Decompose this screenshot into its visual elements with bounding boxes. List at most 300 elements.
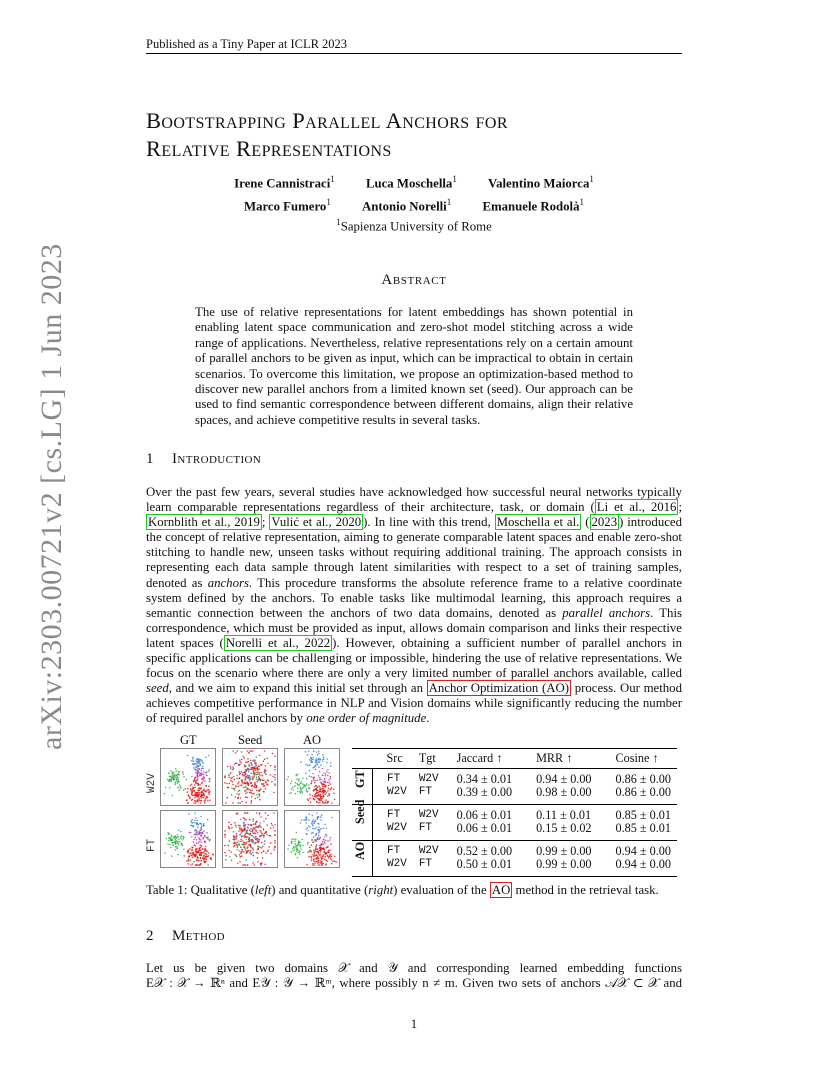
scatter-point: [253, 832, 255, 834]
scatter-point: [177, 781, 179, 783]
scatter-point: [294, 841, 296, 843]
scatter-point: [204, 861, 206, 863]
scatter-point: [297, 784, 299, 786]
scatter-point: [266, 824, 268, 826]
scatter-point: [255, 784, 257, 786]
scatter-point: [301, 819, 303, 821]
scatter-point: [204, 853, 206, 855]
scatter-point: [192, 799, 194, 801]
scatter-point: [248, 839, 250, 841]
scatter-point: [200, 788, 202, 790]
scatter-point: [259, 799, 261, 801]
scatter-point: [314, 864, 316, 866]
scatter-point: [322, 786, 324, 788]
scatter-point: [253, 823, 255, 825]
scatter-point: [295, 844, 297, 846]
scatter-point: [309, 813, 311, 815]
scatter-point: [247, 758, 249, 760]
scatter-point: [273, 812, 275, 814]
scatter-point: [238, 781, 240, 783]
scatter-point: [202, 779, 204, 781]
citation-link[interactable]: Vulić et al., 2020: [271, 515, 362, 530]
scatter-point: [258, 846, 260, 848]
scatter-point: [291, 843, 293, 845]
scatter-point: [255, 823, 257, 825]
scatter-point: [257, 794, 259, 796]
scatter-point: [302, 839, 304, 841]
scatter-point: [323, 854, 325, 856]
scatter-point: [195, 763, 197, 765]
scatter-point: [320, 816, 322, 818]
scatter-point: [183, 849, 185, 851]
affiliation: $^1$Sapienza University of Rome: [336, 217, 492, 234]
scatter-point: [259, 826, 261, 828]
scatter-point: [267, 758, 269, 760]
scatter-point: [271, 823, 273, 825]
scatter-point: [198, 787, 200, 789]
scatter-point: [305, 820, 307, 822]
scatter-point: [313, 836, 315, 838]
scatter-point: [327, 802, 329, 804]
scatter-point: [241, 762, 243, 764]
scatter-point: [193, 791, 195, 793]
scatter-point: [203, 855, 205, 857]
scatter-point: [200, 852, 202, 854]
scatter-point: [235, 843, 237, 845]
scatter-point: [239, 764, 241, 766]
scatter-point: [296, 832, 298, 834]
scatter-point: [206, 789, 208, 791]
scatter-point: [309, 847, 311, 849]
scatter-point: [271, 825, 273, 827]
scatter-point: [230, 851, 232, 853]
scatter-point: [243, 772, 245, 774]
scatter-point: [194, 769, 196, 771]
scatter-point: [254, 774, 256, 776]
scatter-point: [239, 790, 241, 792]
scatter-point: [229, 856, 231, 858]
scatter-point: [199, 854, 201, 856]
scatter-point: [246, 750, 248, 752]
scatter-point: [308, 825, 310, 827]
scatter-point: [320, 789, 322, 791]
scatter-point: [300, 792, 302, 794]
citation-link[interactable]: Kornblith et al., 2019: [148, 515, 260, 530]
scatter-point: [197, 776, 199, 778]
scatter-point: [300, 844, 302, 846]
scatter-point: [257, 841, 259, 843]
scatter-point: [169, 844, 171, 846]
acronym-link[interactable]: Anchor Optimization (AO): [428, 681, 569, 696]
results-table-wrap: [352, 748, 677, 877]
scatter-point: [188, 856, 190, 858]
title-line-1: Bootstrapping Parallel Anchors for: [146, 108, 508, 133]
scatter-point: [304, 786, 306, 788]
scatter-point: [228, 774, 230, 776]
scatter-point: [224, 845, 226, 847]
scatter-point: [295, 774, 297, 776]
scatter-point: [194, 820, 196, 822]
scatter-point: [293, 789, 295, 791]
scatter-point: [244, 842, 246, 844]
scatter-point: [307, 843, 309, 845]
scatter-point: [291, 841, 293, 843]
scatter-point: [263, 779, 265, 781]
scatter-point: [274, 755, 276, 757]
scatter-point: [195, 802, 197, 804]
scatter-point: [206, 837, 208, 839]
scatter-point: [324, 856, 326, 858]
scatter-point: [176, 840, 178, 842]
scatter-point: [233, 788, 235, 790]
scatter-point: [291, 838, 293, 840]
scatter-point: [239, 777, 241, 779]
scatter-point: [207, 819, 209, 821]
scatter-point: [259, 755, 261, 757]
scatter-point: [196, 764, 198, 766]
scatter-point: [294, 849, 296, 851]
citation-link[interactable]: Norelli et al., 2022: [225, 635, 331, 650]
scatter-point: [312, 757, 314, 759]
scatter-point: [263, 828, 265, 830]
scatter-point: [307, 852, 309, 854]
scatter-point: [302, 778, 304, 780]
scatter-point: [316, 762, 318, 764]
scatter-point: [183, 776, 185, 778]
scatter-point: [322, 759, 324, 761]
scatter-point: [245, 843, 247, 845]
scatter-point: [190, 821, 192, 823]
scatter-point: [243, 757, 245, 759]
scatter-point: [225, 855, 227, 857]
scatter-point: [262, 845, 264, 847]
scatter-point: [320, 764, 322, 766]
scatter-point: [243, 774, 245, 776]
scatter-point: [327, 795, 329, 797]
scatter-point: [325, 773, 327, 775]
scatter-point: [245, 829, 247, 831]
scatter-point: [323, 796, 325, 798]
scatter-point: [203, 771, 205, 773]
citation-link[interactable]: Li et al., 2016: [596, 500, 677, 515]
scatter-point: [322, 855, 324, 857]
scatter-point: [312, 863, 314, 865]
scatter-point: [199, 841, 201, 843]
scatter-point: [307, 842, 309, 844]
scatter-point: [313, 851, 315, 853]
scatter-point: [249, 776, 251, 778]
scatter-point: [238, 840, 240, 842]
scatter-point: [230, 768, 232, 770]
scatter-point: [194, 779, 196, 781]
scatter-point: [247, 768, 249, 770]
author: Luca Moschella$^1$: [365, 174, 457, 191]
scatter-point: [316, 758, 318, 760]
scatter-point: [231, 794, 233, 796]
scatter-point: [300, 846, 302, 848]
scatter-point: [318, 823, 320, 825]
scatter-point: [180, 831, 182, 833]
scatter-point: [208, 786, 210, 788]
scatter-point: [201, 860, 203, 862]
scatter-point: [208, 852, 210, 854]
scatter-point: [320, 800, 322, 802]
scatter-point: [245, 790, 247, 792]
scatter-point: [315, 848, 317, 850]
scatter-point: [168, 840, 170, 842]
scatter-point: [314, 855, 316, 857]
scatter-point: [200, 841, 202, 843]
scatter-point: [247, 851, 249, 853]
scatter-point: [330, 776, 332, 778]
scatter-point: [300, 783, 302, 785]
scatter-point: [324, 779, 326, 781]
scatter-point: [297, 857, 299, 859]
scatter-point: [201, 792, 203, 794]
scatter-point: [202, 852, 204, 854]
scatter-point: [201, 770, 203, 772]
scatter-point: [250, 828, 252, 830]
scatter-point: [176, 779, 178, 781]
scatter-point: [192, 849, 194, 851]
scatter-point: [250, 773, 252, 775]
scatter-point: [250, 762, 252, 764]
scatter-point: [228, 828, 230, 830]
scatter-point: [259, 824, 261, 826]
scatter-point: [247, 775, 249, 777]
scatter-point: [174, 841, 176, 843]
scatter-point: [260, 772, 262, 774]
scatter-point: [306, 790, 308, 792]
scatter-point: [192, 856, 194, 858]
scatter-point: [257, 857, 259, 859]
scatter-point: [168, 772, 170, 774]
scatter-point: [316, 827, 318, 829]
scatter-point: [173, 775, 175, 777]
scatter-point: [318, 802, 320, 804]
scatter-point: [330, 843, 332, 845]
scatter-point: [241, 771, 243, 773]
scatter-point: [203, 825, 205, 827]
scatter-point: [244, 825, 246, 827]
scatter-point: [252, 750, 254, 752]
scatter-point: [292, 847, 294, 849]
scatter-point: [237, 842, 239, 844]
scatter-point: [298, 780, 300, 782]
scatter-point: [205, 772, 207, 774]
scatter-point: [300, 789, 302, 791]
scatter-point: [274, 830, 276, 832]
scatter-point: [257, 832, 259, 834]
citation-link[interactable]: Moschella et al.: [496, 515, 580, 530]
scatter-point: [321, 864, 323, 866]
scatter-point: [297, 788, 299, 790]
scatter-point: [187, 852, 189, 854]
scatter-point: [193, 852, 195, 854]
scatter-point: [243, 844, 245, 846]
scatter-point: [168, 837, 170, 839]
scatter-point: [197, 770, 199, 772]
scatter-point: [291, 792, 293, 794]
scatter-point: [270, 853, 272, 855]
scatter-point: [257, 840, 259, 842]
scatter-point: [202, 831, 204, 833]
scatter-point: [313, 858, 315, 860]
group-label: Seed: [353, 799, 367, 824]
scatter-point: [198, 792, 200, 794]
scatter-point: [323, 802, 325, 804]
scatter-point: [253, 786, 255, 788]
scatter-point: [295, 838, 297, 840]
scatter-point: [203, 768, 205, 770]
citation-link[interactable]: 2023: [591, 515, 618, 530]
table-row: AO FT W2V 0.52 ± 0.00 0.99 ± 0.00 0.94 ± 0.00: [352, 840, 677, 858]
scatter-point: [200, 759, 202, 761]
scatter-point: [202, 833, 204, 835]
scatter-point: [190, 789, 192, 791]
scatter-point: [232, 784, 234, 786]
scatter-point: [309, 770, 311, 772]
scatter-point: [269, 835, 271, 837]
table-row: GT FT W2V 0.34 ± 0.01 0.94 ± 0.00 0.86 ± 0.00: [352, 768, 677, 786]
scatter-point: [236, 775, 238, 777]
author: Irene Cannistraci$^1$: [234, 174, 335, 191]
scatter-point: [250, 768, 252, 770]
scatter-point: [318, 766, 320, 768]
scatter-point: [289, 793, 291, 795]
section-1-heading: 1 Introduction: [146, 451, 262, 467]
scatter-point: [244, 848, 246, 850]
scatter-point: [325, 794, 327, 796]
scatter-point: [207, 800, 209, 802]
scatter-point: [189, 798, 191, 800]
scatter-point: [328, 782, 330, 784]
scatter-point: [201, 794, 203, 796]
scatter-point: [254, 766, 256, 768]
scatter-point: [236, 835, 238, 837]
scatter-point: [267, 849, 269, 851]
scatter-point: [224, 852, 226, 854]
scatter-point: [242, 831, 244, 833]
scatter-point: [260, 864, 262, 866]
scatter-point: [317, 759, 319, 761]
scatter-point: [197, 783, 199, 785]
scatter-point: [189, 848, 191, 850]
scatter-point: [171, 777, 173, 779]
scatter-point: [330, 788, 332, 790]
scatter-point: [249, 841, 251, 843]
scatter-point: [227, 766, 229, 768]
scatter-point: [300, 848, 302, 850]
scatter-point: [265, 812, 267, 814]
scatter-point: [249, 792, 251, 794]
scatter-panel-w2v-seed: [222, 748, 278, 806]
scatter-point: [258, 776, 260, 778]
scatter-point: [248, 778, 250, 780]
table-row: W2V FT 0.06 ± 0.01 0.15 ± 0.02 0.85 ± 0.01: [387, 821, 671, 835]
scatter-point: [189, 785, 191, 787]
scatter-point: [176, 848, 178, 850]
scatter-point: [205, 860, 207, 862]
scatter-point: [326, 758, 328, 760]
scatter-point: [316, 801, 318, 803]
scatter-point: [274, 824, 276, 826]
scatter-point: [261, 842, 263, 844]
scatter-point: [178, 839, 180, 841]
scatter-point: [190, 864, 192, 866]
scatter-point: [238, 825, 240, 827]
scatter-point: [264, 769, 266, 771]
scatter-point: [325, 840, 327, 842]
scatter-point: [178, 789, 180, 791]
scatter-point: [166, 838, 168, 840]
scatter-point: [243, 783, 245, 785]
scatter-point: [273, 792, 275, 794]
scatter-point: [334, 856, 336, 858]
scatter-point: [256, 765, 258, 767]
scatter-point: [326, 792, 328, 794]
scatter-point: [255, 787, 257, 789]
scatter-point: [255, 826, 257, 828]
scatter-point: [246, 830, 248, 832]
acronym-link[interactable]: AO: [491, 883, 511, 897]
scatter-point: [308, 787, 310, 789]
scatter-point: [234, 854, 236, 856]
scatter-point: [330, 762, 332, 764]
scatter-point: [331, 802, 333, 804]
scatter-point: [295, 853, 297, 855]
scatter-point: [310, 801, 312, 803]
scatter-point: [253, 759, 255, 761]
scatter-point: [298, 785, 300, 787]
scatter-point: [169, 787, 171, 789]
scatter-point: [232, 802, 234, 804]
scatter-point: [234, 837, 236, 839]
scatter-point: [176, 770, 178, 772]
scatter-point: [311, 754, 313, 756]
scatter-point: [195, 792, 197, 794]
scatter-point: [202, 848, 204, 850]
scatter-point: [186, 779, 188, 781]
scatter-point: [168, 780, 170, 782]
scatter-point: [239, 861, 241, 863]
scatter-point: [192, 822, 194, 824]
scatter-point: [198, 790, 200, 792]
scatter-point: [259, 793, 261, 795]
table-header: Src: [386, 750, 403, 765]
scatter-point: [317, 849, 319, 851]
scatter-point: [321, 788, 323, 790]
scatter-point: [287, 848, 289, 850]
scatter-point: [273, 827, 275, 829]
scatter-point: [202, 766, 204, 768]
scatter-point: [185, 788, 187, 790]
scatter-point: [257, 797, 259, 799]
scatter-point: [316, 844, 318, 846]
scatter-point: [241, 751, 243, 753]
scatter-point: [235, 752, 237, 754]
scatter-point: [196, 858, 198, 860]
scatter-point: [196, 848, 198, 850]
scatter-point: [192, 758, 194, 760]
scatter-point: [257, 768, 259, 770]
scatter-point: [202, 762, 204, 764]
scatter-point: [311, 839, 313, 841]
scatter-point: [260, 831, 262, 833]
scatter-point: [170, 770, 172, 772]
scatter-point: [205, 846, 207, 848]
scatter-point: [324, 836, 326, 838]
